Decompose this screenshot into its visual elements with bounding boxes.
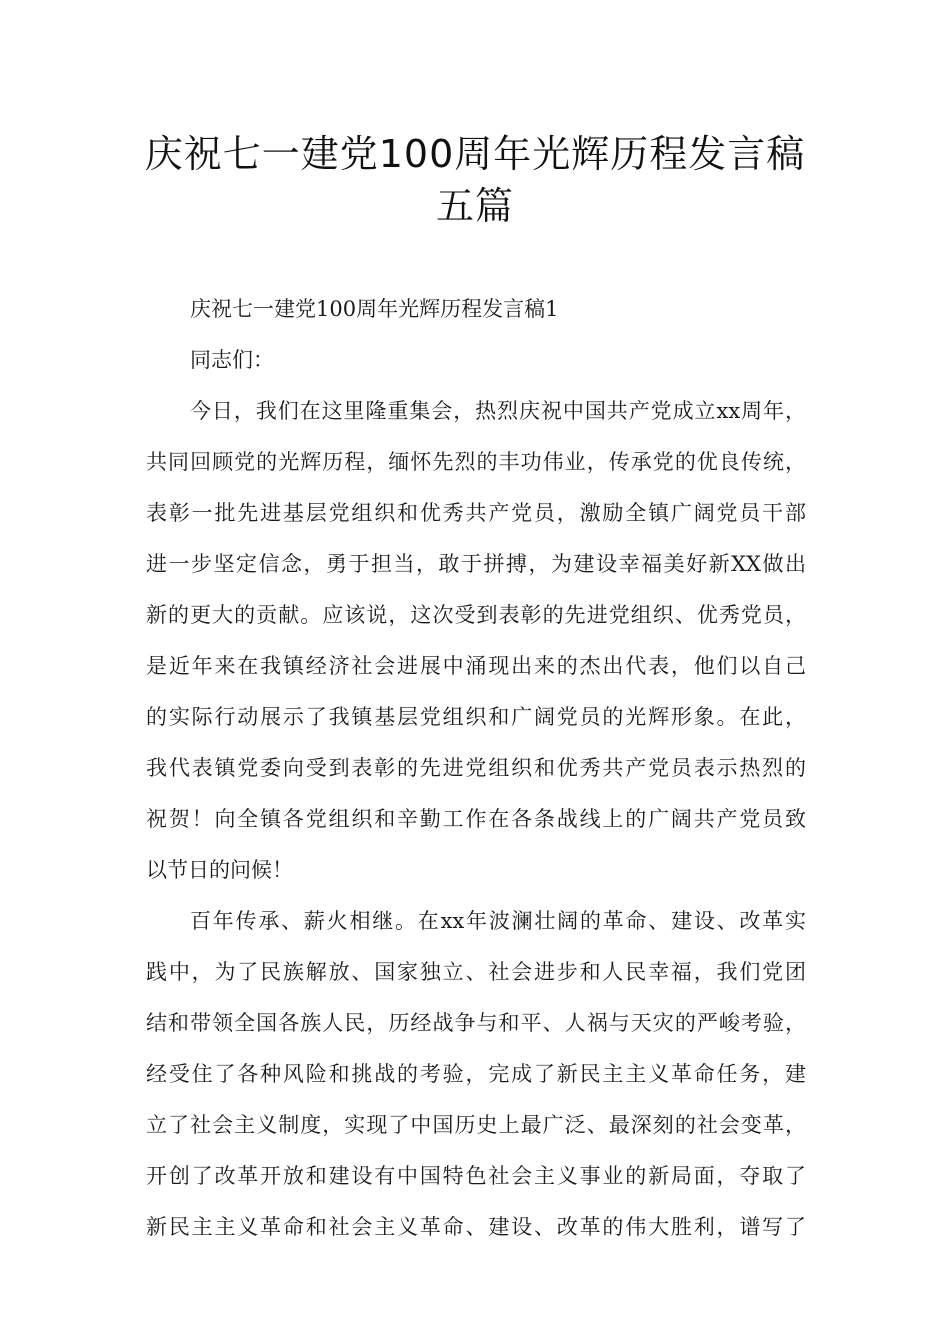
salutation: 同志们： xyxy=(190,348,274,372)
paragraph-1 xyxy=(146,386,806,896)
document-body xyxy=(146,284,806,1253)
paragraph-line: 共同回顾党的光辉历程，缅怀先烈的丰功伟业，传承党的优良传统， xyxy=(146,450,806,474)
paragraph-line: 今日，我们在这里隆重集会，热烈庆祝中国共产党成立xx周年， xyxy=(190,399,806,423)
paragraph-line: 以节日的问候！ xyxy=(146,858,293,882)
paragraph-2 xyxy=(146,896,806,1253)
paragraph-line: 立了社会主义制度，实现了中国历史上最广泛、最深刻的社会变革， xyxy=(146,1113,806,1137)
paragraph-line: 的实际行动展示了我镇基层党组织和广阔党员的光辉形象。在此， xyxy=(146,705,806,729)
paragraph-line: 结和带领全国各族人民，历经战争与和平、人祸与天灾的严峻考验， xyxy=(146,1011,806,1035)
paragraph-line: 进一步坚定信念，勇于担当，敢于拼搏，为建设幸福美好新XX做出 xyxy=(146,552,806,576)
paragraph-line: 祝贺！向全镇各党组织和辛勤工作在各条战线上的广阔共产党员致 xyxy=(146,807,806,831)
title-line-2: 五篇 xyxy=(435,184,514,228)
subtitle: 庆祝七一建党100周年光辉历程发言稿1 xyxy=(190,297,559,321)
document-title xyxy=(120,128,830,232)
title-line-1: 庆祝七一建党100周年光辉历程发言稿 xyxy=(144,132,806,176)
paragraph-line: 我代表镇党委向受到表彰的先进党组织和优秀共产党员表示热烈的 xyxy=(146,756,806,780)
paragraph-line: 表彰一批先进基层党组织和优秀共产党员，激励全镇广阔党员干部 xyxy=(146,501,806,525)
paragraph-line: 是近年来在我镇经济社会进展中涌现出来的杰出代表，他们以自己 xyxy=(146,654,806,678)
paragraph-line: 开创了改革开放和建设有中国特色社会主义事业的新局面，夺取了 xyxy=(146,1164,806,1188)
paragraph-line: 经受住了各种风险和挑战的考验，完成了新民主主义革命任务，建 xyxy=(146,1062,806,1086)
paragraph-line: 新民主主义革命和社会主义革命、建设、改革的伟大胜利，谱写了 xyxy=(146,1215,806,1239)
paragraph-line: 百年传承、薪火相继。在xx年波澜壮阔的革命、建设、改革实 xyxy=(190,909,806,933)
paragraph-line: 践中，为了民族解放、国家独立、社会进步和人民幸福，我们党团 xyxy=(146,960,806,984)
paragraph-line: 新的更大的贡献。应该说，这次受到表彰的先进党组织、优秀党员， xyxy=(146,603,806,627)
